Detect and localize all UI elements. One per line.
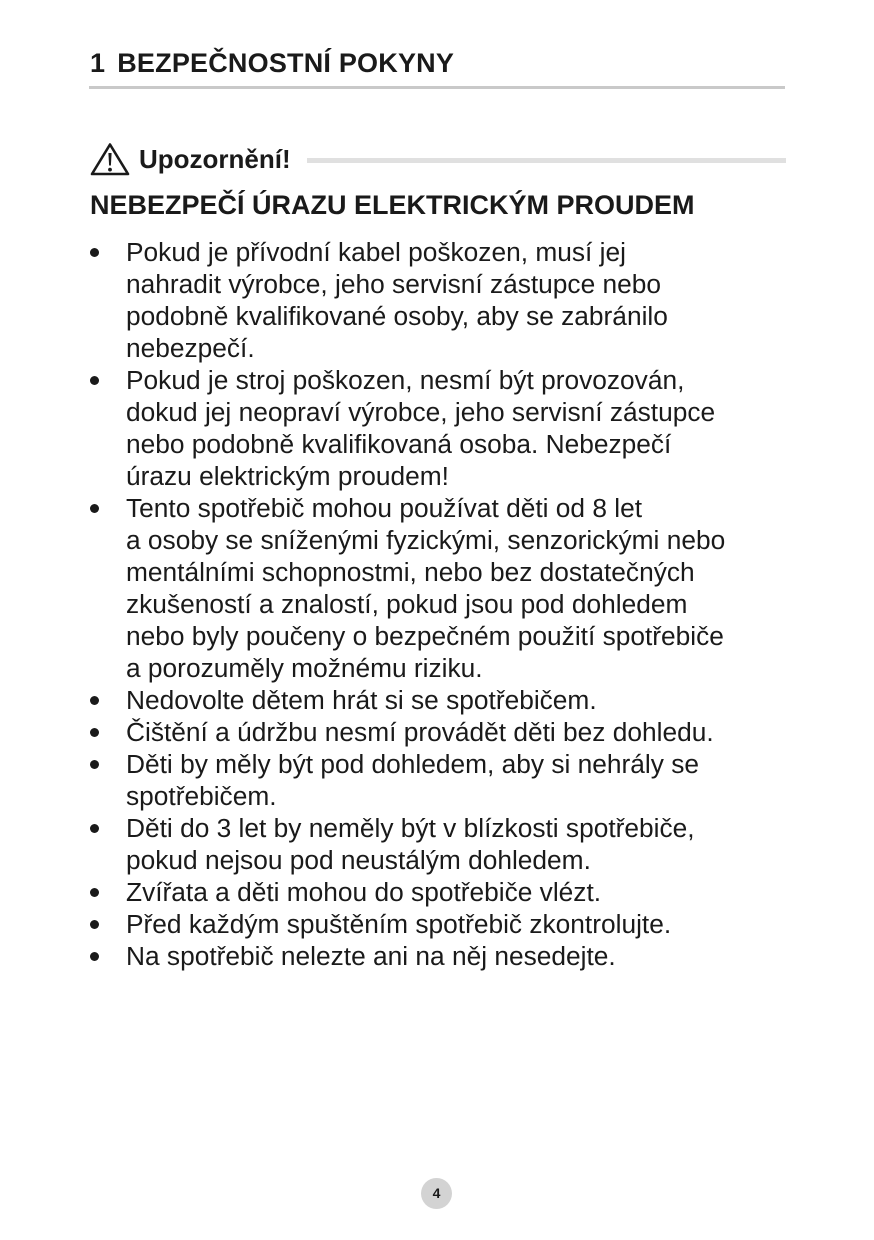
- bullet-line: nebezpečí.: [126, 333, 255, 363]
- bullet-line: nahradit výrobce, jeho servisní zástupce nebo: [126, 269, 662, 299]
- warning-triangle-icon: [90, 142, 130, 176]
- bullet-dot-icon: [90, 824, 99, 833]
- bullet-dot-icon: [90, 248, 99, 257]
- bullet-line: Děti do 3 let by neměly být v blízkosti spotřebiče,: [126, 813, 695, 843]
- bullet-line: Pokud je přívodní kabel poškozen, musí jej: [126, 237, 626, 267]
- list-item: [90, 876, 800, 908]
- warning-divider: [307, 158, 786, 163]
- list-item: [90, 812, 800, 876]
- bullet-line: nebo byly poučeny o bezpečném použití spotřebiče: [126, 621, 724, 651]
- bullet-dot-icon: [90, 376, 99, 385]
- bullet-line: Na spotřebič nelezte ani na něj nesedejte.: [126, 941, 616, 971]
- bullet-line: Před každým spuštěním spotřebič zkontrolujte.: [126, 909, 672, 939]
- bullet-dot-icon: [90, 920, 99, 929]
- bullet-line: nebo podobně kvalifikovaná osoba. Nebezpečí: [126, 429, 672, 459]
- list-item: [90, 716, 800, 748]
- warning-header: [90, 139, 786, 179]
- bullet-line: spotřebičem.: [126, 781, 277, 811]
- list-item: [90, 236, 800, 364]
- bullet-dot-icon: [90, 504, 99, 513]
- hazard-heading: NEBEZPEČÍ ÚRAZU ELEKTRICKÝM PROUDEM: [90, 190, 695, 220]
- list-item: [90, 748, 800, 812]
- list-item: [90, 492, 800, 684]
- bullet-line: úrazu elektrickým proudem!: [126, 461, 449, 491]
- bullet-line: Zvířata a děti mohou do spotřebiče vlézt.: [126, 877, 602, 907]
- bullet-line: Tento spotřebič mohou používat děti od 8 let: [126, 493, 643, 523]
- bullet-dot-icon: [90, 696, 99, 705]
- warning-label: Upozornění!: [139, 143, 291, 174]
- bullet-line: pokud nejsou pod neustálým dohledem.: [126, 845, 591, 875]
- bullet-line: zkušeností a znalostí, pokud jsou pod dohledem: [126, 589, 688, 619]
- section-number: 1: [90, 48, 106, 78]
- bullet-dot-icon: [90, 888, 99, 897]
- bullet-line: Děti by měly být pod dohledem, aby si nehrály se: [126, 749, 699, 779]
- section-title-text: BEZPEČNOSTNÍ POKYNY: [117, 48, 455, 78]
- bullet-line: a porozuměly možnému riziku.: [126, 653, 483, 683]
- list-item: [90, 940, 800, 972]
- bullet-dot-icon: [90, 728, 99, 737]
- safety-bullet-list: [90, 236, 800, 972]
- bullet-line: podobně kvalifikované osoby, aby se zabránilo: [126, 301, 668, 331]
- bullet-line: dokud jej neopraví výrobce, jeho servisní zástupce: [126, 397, 716, 427]
- bullet-line: Čištění a údržbu nesmí provádět děti bez dohledu.: [126, 717, 714, 747]
- section-title: [90, 48, 454, 79]
- bullet-line: Nedovolte dětem hrát si se spotřebičem.: [126, 685, 597, 715]
- list-item: [90, 908, 800, 940]
- list-item: [90, 684, 800, 716]
- page-number: 4: [421, 1178, 452, 1209]
- bullet-dot-icon: [90, 952, 99, 961]
- list-item: [90, 364, 800, 492]
- bullet-line: mentálními schopnostmi, nebo bez dostatečných: [126, 557, 695, 587]
- title-divider: [89, 86, 785, 89]
- bullet-dot-icon: [90, 760, 99, 769]
- bullet-line: Pokud je stroj poškozen, nesmí být provozován,: [126, 365, 685, 395]
- bullet-line: a osoby se sníženými fyzickými, senzorickými nebo: [126, 525, 726, 555]
